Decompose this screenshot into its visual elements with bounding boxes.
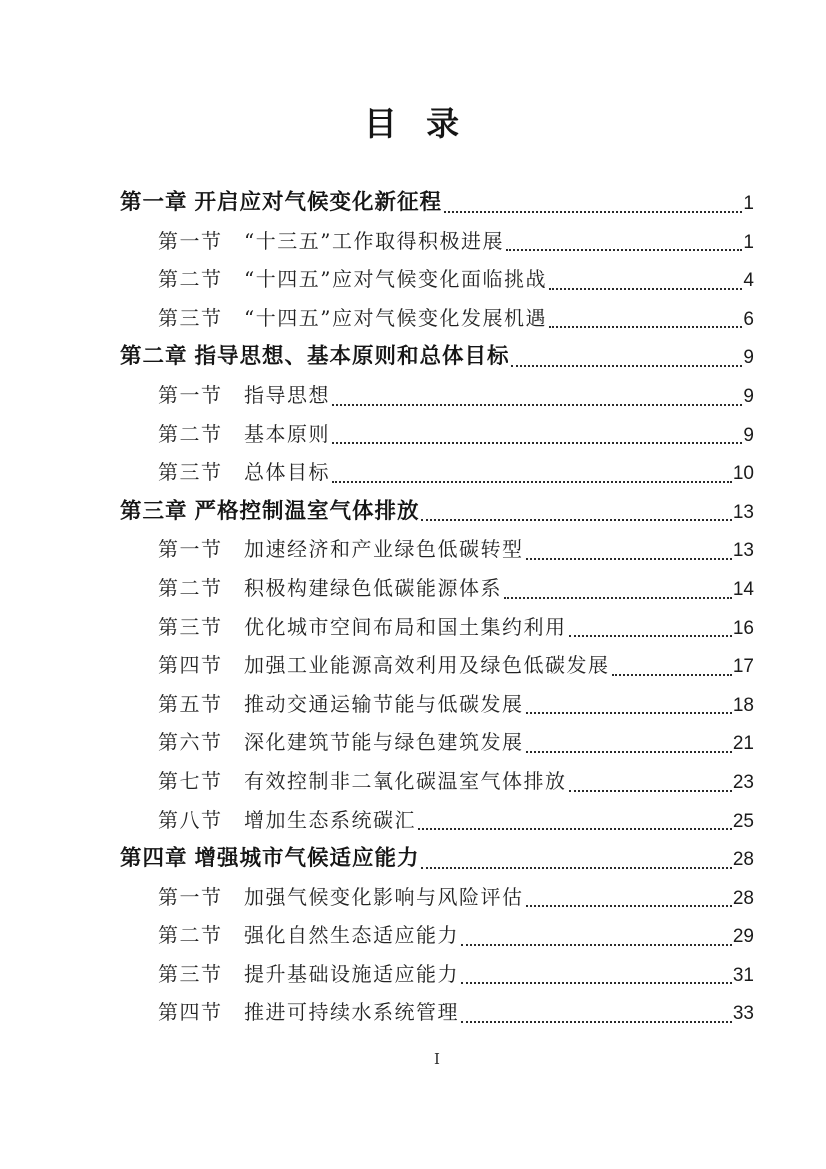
toc-entry-label: 第二节 基本原则 <box>158 421 330 446</box>
toc-entry-page: 1 <box>743 193 754 214</box>
dot-leader <box>502 569 733 608</box>
toc-entry-page: 16 <box>732 617 754 639</box>
dot-leader <box>416 801 733 840</box>
dot-leader <box>419 839 732 878</box>
page-title: 目 录 <box>363 105 463 142</box>
toc-entry-label: 第一节 加速经济和产业绿色低碳转型 <box>158 537 524 562</box>
toc-entry-page: 31 <box>732 964 754 986</box>
toc-entry <box>120 453 754 492</box>
toc-entry-label: 第一章 开启应对气候变化新征程 <box>120 190 442 214</box>
dot-leader <box>459 916 733 955</box>
toc-entry <box>120 839 754 878</box>
toc-entry-label: 第四节 推进可持续水系统管理 <box>158 1000 459 1025</box>
toc-entry-label: 第三节 提升基础设施适应能力 <box>158 961 459 986</box>
toc-entry-page: 10 <box>732 463 754 485</box>
toc-entry <box>120 916 754 955</box>
toc-entry-label: 第五节 推动交通运输节能与低碳发展 <box>158 691 524 716</box>
dot-leader <box>610 646 733 685</box>
toc-entry-label: 第三节 “十四五”应对气候变化发展机遇 <box>158 305 547 330</box>
dot-leader <box>524 878 733 917</box>
dot-leader <box>524 530 733 569</box>
toc-entry-page: 18 <box>732 694 754 716</box>
toc-entry-page: 28 <box>732 887 754 909</box>
toc-entry-page: 9 <box>743 424 754 446</box>
toc-entry-label: 第四节 加强工业能源高效利用及绿色低碳发展 <box>158 653 610 678</box>
toc-entry <box>120 801 754 840</box>
toc-entry <box>120 530 754 569</box>
footer-page-number: I <box>434 1050 440 1068</box>
dot-leader <box>547 260 743 299</box>
dot-leader <box>524 723 733 762</box>
dot-leader <box>330 453 733 492</box>
toc-entry-page: 9 <box>743 385 754 407</box>
dot-leader <box>504 222 743 261</box>
dot-leader <box>330 415 743 454</box>
toc-entry-label: 第三节 总体目标 <box>158 460 330 485</box>
toc-entry-page: 6 <box>743 308 754 330</box>
dot-leader <box>567 762 733 801</box>
toc-entry <box>120 569 754 608</box>
toc-entry-label: 第三章 严格控制温室气体排放 <box>120 498 420 523</box>
toc-entry-page: 13 <box>732 501 754 523</box>
toc-entry <box>120 723 754 762</box>
toc-entry <box>120 955 754 994</box>
toc-entry-label: 第二节 强化自然生态适应能力 <box>158 923 459 948</box>
dot-leader <box>459 993 733 1032</box>
toc-entry <box>120 222 754 261</box>
toc-entry-label: 第八节 增加生态系统碳汇 <box>158 807 416 832</box>
dot-leader <box>509 337 743 376</box>
toc-entry <box>120 299 754 338</box>
dot-leader <box>547 299 743 338</box>
toc-entry <box>120 685 754 724</box>
dot-leader <box>442 183 743 222</box>
toc-entry-page: 13 <box>732 540 754 562</box>
toc-entry <box>120 608 754 647</box>
toc-entry-label: 第一节 “十三五”工作取得积极进展 <box>158 228 504 253</box>
toc-entry <box>120 415 754 454</box>
toc-entry-page: 1 <box>743 231 754 253</box>
toc-list <box>120 183 754 1032</box>
toc-entry <box>120 492 754 531</box>
toc-entry <box>120 878 754 917</box>
toc-entry-label: 第一节 指导思想 <box>158 382 330 407</box>
dot-leader <box>419 492 732 531</box>
toc-entry <box>120 376 754 415</box>
toc-entry-page: 29 <box>732 926 754 948</box>
dot-leader <box>567 608 733 647</box>
dot-leader <box>524 685 733 724</box>
toc-entry <box>120 993 754 1032</box>
toc-entry-page: 9 <box>743 347 754 369</box>
toc-entry-label: 第二章 指导思想、基本原则和总体目标 <box>120 344 510 369</box>
toc-entry <box>120 183 754 222</box>
toc-entry-label: 第三节 优化城市空间布局和国土集约利用 <box>158 614 567 639</box>
dot-leader <box>459 955 733 994</box>
toc-entry-label: 第四章 增强城市气候适应能力 <box>120 846 420 871</box>
toc-entry-page: 17 <box>732 656 754 678</box>
toc-entry <box>120 337 754 376</box>
toc-entry-page: 14 <box>732 578 754 600</box>
toc-entry-label: 第一节 加强气候变化影响与风险评估 <box>158 884 524 909</box>
toc-entry-page: 25 <box>732 810 754 832</box>
toc-entry-label: 第二节 积极构建绿色低碳能源体系 <box>158 575 502 600</box>
toc-entry <box>120 260 754 299</box>
toc-entry <box>120 762 754 801</box>
toc-entry-page: 33 <box>732 1003 754 1025</box>
dot-leader <box>330 376 743 415</box>
toc-entry-label: 第七节 有效控制非二氧化碳温室气体排放 <box>158 768 567 793</box>
toc-entry-page: 4 <box>743 270 754 292</box>
toc-entry-page: 21 <box>732 733 754 755</box>
toc-entry <box>120 646 754 685</box>
toc-entry-label: 第二节 “十四五”应对气候变化面临挑战 <box>158 267 547 292</box>
toc-entry-page: 23 <box>732 771 754 793</box>
toc-entry-page: 28 <box>732 849 754 871</box>
toc-entry-label: 第六节 深化建筑节能与绿色建筑发展 <box>158 730 524 755</box>
